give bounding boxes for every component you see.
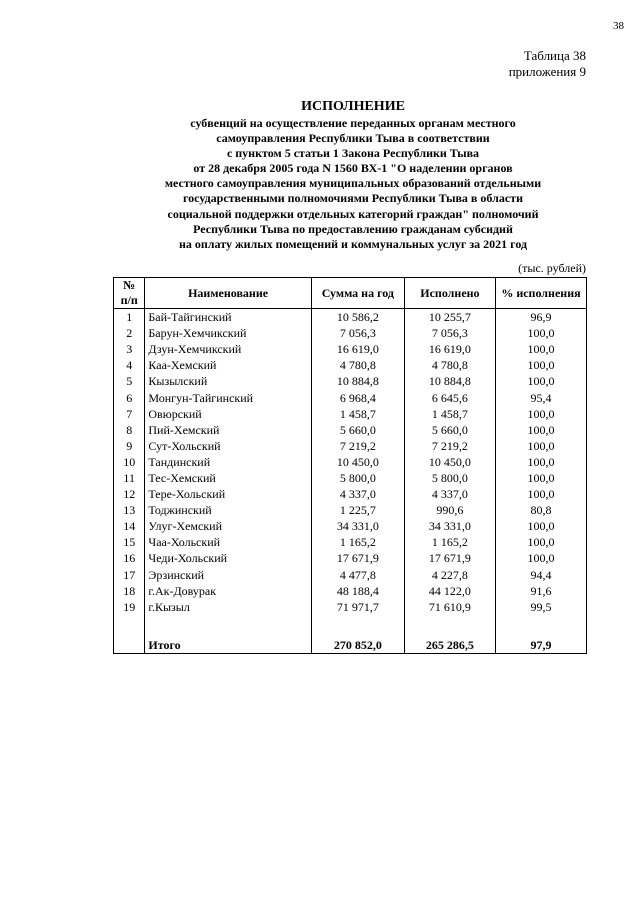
cell-no: 5 (114, 373, 145, 389)
cell-name: Тес-Хемский (145, 470, 311, 486)
subtitle-line-1: субвенций на осуществление переданных органам местного (190, 116, 516, 130)
total-cell-done: 265 286,5 (404, 631, 495, 654)
cell-done: 10 255,7 (404, 309, 495, 326)
subtitle-line-6: государственными полномочиями Республики Тыва в области (183, 191, 523, 206)
table-header-row (114, 278, 587, 309)
cell-pct: 100,0 (495, 454, 586, 470)
cell-plan: 1 165,2 (311, 534, 404, 550)
cell-plan: 10 450,0 (311, 454, 404, 470)
cell-name: г.Кызыл (145, 599, 311, 615)
cell-name: Бай-Тайгинский (145, 309, 311, 326)
cell-done: 17 671,9 (404, 550, 495, 566)
table-row (114, 309, 587, 326)
header-number (114, 278, 145, 309)
cell-done: 5 660,0 (404, 422, 495, 438)
header-name: Наименование (145, 278, 311, 309)
table-row (114, 502, 587, 518)
total-cell-pct: 97,9 (495, 631, 586, 654)
cell-name: Сут-Хольский (145, 438, 311, 454)
cell-no: 3 (114, 341, 145, 357)
cell-done: 44 122,0 (404, 583, 495, 599)
cell-done: 4 337,0 (404, 486, 495, 502)
cell-done: 1 165,2 (404, 534, 495, 550)
spacer-cell (404, 615, 495, 631)
cell-plan: 6 968,4 (311, 389, 404, 405)
cell-plan: 1 458,7 (311, 406, 404, 422)
table-ref-line1: Таблица 38 (523, 48, 586, 63)
cell-done: 1 458,7 (404, 406, 495, 422)
header-plan: Сумма на год (311, 278, 404, 309)
cell-name: Барун-Хемчикский (145, 325, 311, 341)
total-row (114, 631, 587, 654)
cell-no: 16 (114, 550, 145, 566)
cell-no: 19 (114, 599, 145, 615)
cell-plan: 4 477,8 (311, 567, 404, 583)
cell-done: 5 800,0 (404, 470, 495, 486)
table-row (114, 422, 587, 438)
total-cell-plan: 270 852,0 (311, 631, 404, 654)
cell-name: Тере-Хольский (145, 486, 311, 502)
document-heading (110, 98, 596, 252)
execution-table (113, 277, 587, 654)
document-title: ИСПОЛНЕНИЕ (301, 99, 405, 114)
cell-no: 13 (114, 502, 145, 518)
cell-no: 2 (114, 325, 145, 341)
total-cell-name: Итого (145, 631, 311, 654)
cell-pct: 100,0 (495, 357, 586, 373)
cell-pct: 100,0 (495, 470, 586, 486)
cell-pct: 99,5 (495, 599, 586, 615)
header-percent: % исполнения (495, 278, 586, 309)
cell-name: Дзун-Хемчикский (145, 341, 311, 357)
cell-plan: 7 056,3 (311, 325, 404, 341)
spacer-cell (114, 615, 145, 631)
cell-plan: 16 619,0 (311, 341, 404, 357)
cell-no: 15 (114, 534, 145, 550)
spacer-cell (145, 615, 311, 631)
cell-no: 6 (114, 389, 145, 405)
table-row (114, 341, 587, 357)
cell-plan: 71 971,7 (311, 599, 404, 615)
table-row (114, 357, 587, 373)
cell-pct: 94,4 (495, 567, 586, 583)
cell-name: Пий-Хемский (145, 422, 311, 438)
cell-pct: 100,0 (495, 406, 586, 422)
cell-name: Монгун-Тайгинский (145, 389, 311, 405)
cell-plan: 4 337,0 (311, 486, 404, 502)
cell-plan: 10 586,2 (311, 309, 404, 326)
cell-pct: 91,6 (495, 583, 586, 599)
table-row (114, 486, 587, 502)
cell-plan: 4 780,8 (311, 357, 404, 373)
cell-pct: 100,0 (495, 422, 586, 438)
cell-plan: 7 219,2 (311, 438, 404, 454)
cell-pct: 100,0 (495, 550, 586, 566)
subtitle-line-8: Республики Тыва по предоставлению гражданам субсидий (193, 221, 513, 236)
table-row (114, 534, 587, 550)
cell-no: 12 (114, 486, 145, 502)
cell-pct: 100,0 (495, 438, 586, 454)
subtitle-line-7: социальной поддержки отдельных категорий граждан" полномочий (167, 206, 539, 221)
table-row (114, 438, 587, 454)
spacer-row (114, 615, 587, 631)
table-row (114, 325, 587, 341)
cell-pct: 100,0 (495, 486, 586, 502)
cell-done: 10 450,0 (404, 454, 495, 470)
page-number: 38 (613, 20, 624, 32)
cell-done: 7 056,3 (404, 325, 495, 341)
cell-pct: 100,0 (495, 341, 586, 357)
cell-name: Чаа-Хольский (145, 534, 311, 550)
table-row (114, 518, 587, 534)
subtitle-line-2: самоуправления Республики Тыва в соответствии (216, 131, 490, 146)
cell-no: 4 (114, 357, 145, 373)
cell-pct: 100,0 (495, 373, 586, 389)
subtitle-line-9: на оплату жилых помещений и коммунальных услуг за 2021 год (178, 236, 528, 251)
cell-plan: 48 188,4 (311, 583, 404, 599)
cell-plan: 1 225,7 (311, 502, 404, 518)
subtitle-line-3: с пунктом 5 статьи 1 Закона Республики Тыва (226, 146, 480, 161)
table-row (114, 567, 587, 583)
subtitle-line-4: от 28 декабря 2005 года N 1560 ВХ-1 "О наделении органов (193, 161, 513, 176)
cell-pct: 100,0 (495, 325, 586, 341)
header-done: Исполнено (404, 278, 495, 309)
table-row (114, 550, 587, 566)
cell-name: Тандинский (145, 454, 311, 470)
table-row (114, 470, 587, 486)
table-row (114, 599, 587, 615)
units-label: (тыс. рублей) (518, 261, 586, 275)
cell-pct: 96,9 (495, 309, 586, 326)
cell-done: 4 227,8 (404, 567, 495, 583)
cell-name: Улуг-Хемский (145, 518, 311, 534)
cell-done: 7 219,2 (404, 438, 495, 454)
table-row (114, 389, 587, 405)
table-row (114, 373, 587, 389)
cell-plan: 34 331,0 (311, 518, 404, 534)
table-row (114, 583, 587, 599)
header-number-line2: п/п (120, 293, 138, 307)
cell-name: Овюрский (145, 406, 311, 422)
cell-done: 6 645,6 (404, 389, 495, 405)
spacer-cell (311, 615, 404, 631)
cell-pct: 100,0 (495, 518, 586, 534)
cell-done: 10 884,8 (404, 373, 495, 389)
cell-no: 10 (114, 454, 145, 470)
cell-done: 4 780,8 (404, 357, 495, 373)
cell-pct: 80,8 (495, 502, 586, 518)
cell-plan: 5 660,0 (311, 422, 404, 438)
table-row (114, 406, 587, 422)
cell-name: Эрзинский (145, 567, 311, 583)
cell-no: 8 (114, 422, 145, 438)
cell-name: Чеди-Хольский (145, 550, 311, 566)
table-row (114, 454, 587, 470)
total-cell-no (114, 631, 145, 654)
cell-no: 18 (114, 583, 145, 599)
subtitle-line-5: местного самоуправления муниципальных образований отдельными (164, 176, 542, 191)
cell-name: Тоджинский (145, 502, 311, 518)
cell-plan: 10 884,8 (311, 373, 404, 389)
cell-done: 990,6 (404, 502, 495, 518)
cell-pct: 100,0 (495, 534, 586, 550)
cell-name: Каа-Хемский (145, 357, 311, 373)
cell-plan: 5 800,0 (311, 470, 404, 486)
cell-no: 11 (114, 470, 145, 486)
cell-plan: 17 671,9 (311, 550, 404, 566)
table-reference (509, 48, 586, 80)
table-ref-line2: приложения 9 (508, 64, 586, 79)
cell-pct: 95,4 (495, 389, 586, 405)
cell-name: г.Ак-Довурак (145, 583, 311, 599)
cell-done: 34 331,0 (404, 518, 495, 534)
header-number-line1: № (123, 278, 136, 292)
cell-no: 9 (114, 438, 145, 454)
spacer-cell (495, 615, 586, 631)
cell-done: 16 619,0 (404, 341, 495, 357)
cell-done: 71 610,9 (404, 599, 495, 615)
cell-no: 1 (114, 309, 145, 326)
cell-no: 14 (114, 518, 145, 534)
cell-no: 17 (114, 567, 145, 583)
cell-name: Кызылский (145, 373, 311, 389)
cell-no: 7 (114, 406, 145, 422)
